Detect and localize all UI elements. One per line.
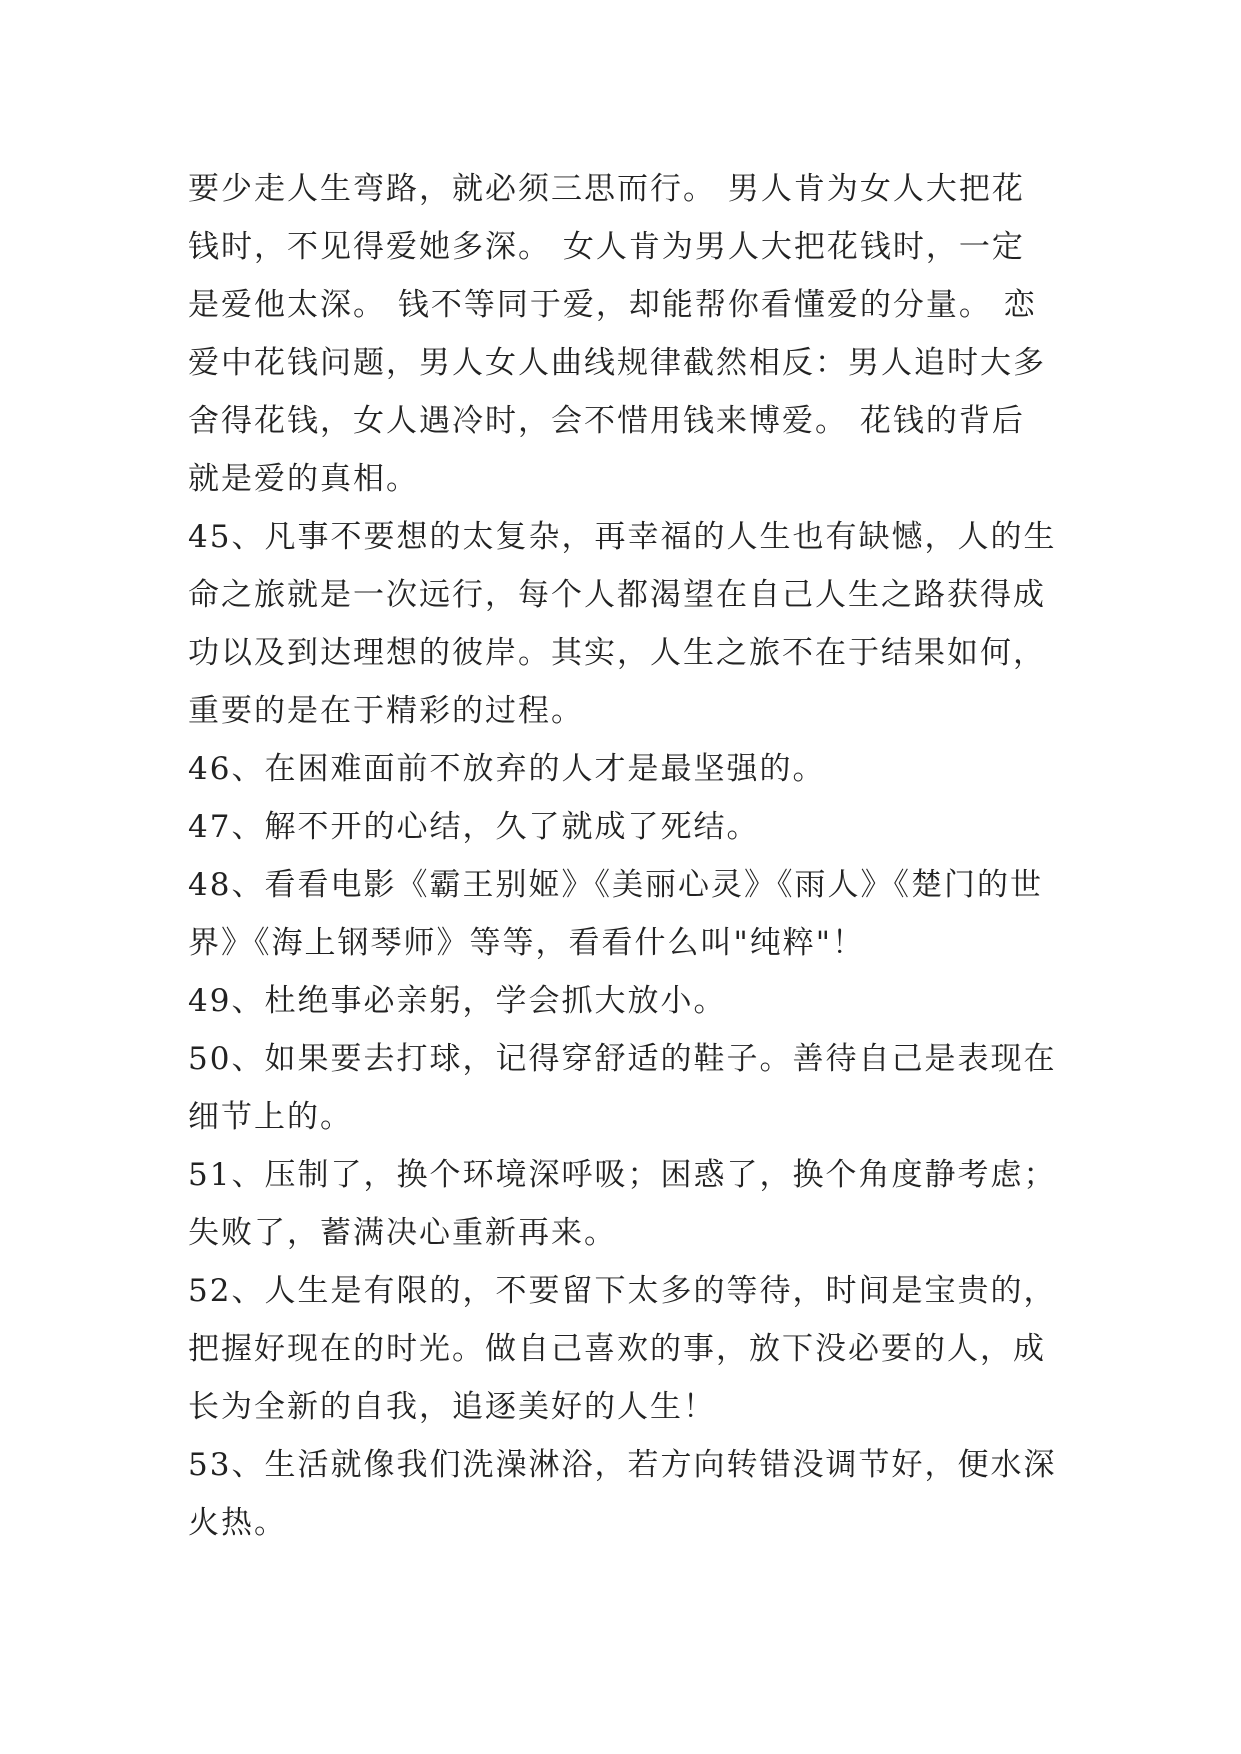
text-line: 失败了，蓄满决心重新再来。 — [188, 1215, 617, 1251]
text-line: 是爱他太深。 钱不等同于爱，却能帮你看懂爱的分量。 恋 — [188, 287, 1037, 323]
text-line: 48、看看电影《霸王别姬》《美丽心灵》《雨人》《楚门的世 — [188, 867, 1043, 903]
text-line: 功以及到达理想的彼岸。其实，人生之旅不在于结果如何， — [188, 635, 1046, 671]
text-line: 50、如果要去打球，记得穿舒适的鞋子。善待自己是表现在 — [188, 1041, 1057, 1077]
text-line: 47、解不开的心结，久了就成了死结。 — [188, 809, 760, 845]
text-line: 49、杜绝事必亲躬，学会抓大放小。 — [188, 983, 727, 1019]
text-line: 重要的是在于精彩的过程。 — [188, 693, 584, 729]
text-line: 长为全新的自我，追逐美好的人生！ — [188, 1389, 716, 1425]
text-line: 钱时，不见得爱她多深。 女人肯为男人大把花钱时，一定 — [188, 229, 1025, 265]
text-line: 界》《海上钢琴师》等等，看看什么叫"纯粹"！ — [188, 925, 866, 961]
text-line: 细节上的。 — [188, 1099, 353, 1135]
text-line: 爱中花钱问题，男人女人曲线规律截然相反：男人追时大多 — [188, 345, 1046, 381]
text-line: 命之旅就是一次远行，每个人都渴望在自己人生之路获得成 — [188, 577, 1046, 613]
text-line: 45、凡事不要想的太复杂，再幸福的人生也有缺憾，人的生 — [188, 519, 1057, 555]
text-line: 舍得花钱，女人遇冷时，会不惜用钱来博爱。 花钱的背后 — [188, 403, 1025, 439]
text-line: 46、在困难面前不放弃的人才是最坚强的。 — [188, 751, 826, 787]
text-line: 要少走人生弯路，就必须三思而行。 男人肯为女人大把花 — [188, 171, 1025, 207]
text-line: 就是爱的真相。 — [188, 461, 419, 497]
text-line: 把握好现在的时光。做自己喜欢的事，放下没必要的人，成 — [188, 1331, 1046, 1367]
text-line: 53、生活就像我们洗澡淋浴，若方向转错没调节好，便水深 — [188, 1447, 1057, 1483]
document-body — [188, 160, 1068, 1552]
text-line: 51、压制了，换个环境深呼吸；困惑了，换个角度静考虑； — [188, 1157, 1057, 1193]
text-line: 火热。 — [188, 1505, 287, 1541]
text-line: 52、人生是有限的，不要留下太多的等待，时间是宝贵的， — [188, 1273, 1057, 1309]
